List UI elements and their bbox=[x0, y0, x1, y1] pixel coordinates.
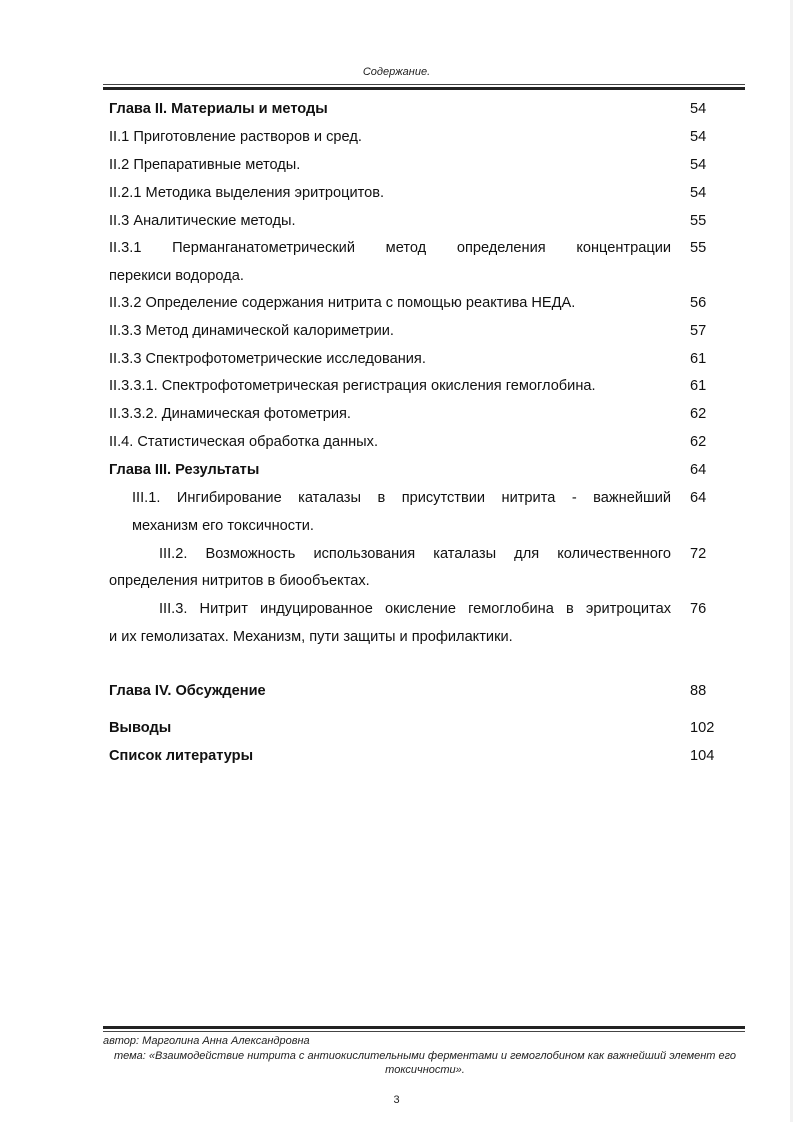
toc-entry-continuation: определения нитритов в биообъектах. bbox=[109, 573, 370, 589]
toc-page: 104 bbox=[690, 748, 715, 764]
header-title: Содержание. bbox=[362, 66, 431, 78]
toc-entry: III.2. Возможность использования каталазы для количественного bbox=[159, 546, 671, 562]
toc-page: 54 bbox=[690, 101, 707, 117]
toc-page: 57 bbox=[690, 323, 707, 339]
toc-page: 54 bbox=[690, 157, 707, 173]
toc-page: 61 bbox=[690, 378, 707, 394]
toc-entry: II.3.1 Перманганатометрический метод определения концентрации bbox=[109, 240, 671, 256]
toc-entry-continuation: и их гемолизатах. Механизм, пути защиты и профилактики. bbox=[109, 629, 513, 645]
toc-page: 54 bbox=[690, 185, 707, 201]
toc-references: Список литературы bbox=[109, 748, 254, 764]
header-rule-thin bbox=[103, 84, 745, 85]
toc-page: 55 bbox=[690, 213, 707, 229]
toc-chapter-4: Глава IV. Обсуждение bbox=[109, 683, 266, 699]
toc-page: 62 bbox=[690, 434, 707, 450]
toc-page: 64 bbox=[690, 490, 707, 506]
toc-page: 88 bbox=[690, 683, 707, 699]
footer-topic: тема: «Взаимодействие нитрита с антиокислительными ферментами и гемоглобином как важнейший элемент его токсичности». bbox=[113, 1050, 737, 1076]
toc-page: 54 bbox=[690, 129, 707, 145]
toc-chapter-3: Глава III. Результаты bbox=[109, 462, 260, 478]
toc-page: 55 bbox=[690, 240, 707, 256]
toc-entry-continuation: перекиси водорода. bbox=[109, 268, 244, 284]
toc-entry: II.3.3.2. Динамическая фотометрия. bbox=[109, 406, 351, 422]
toc-page: 61 bbox=[690, 351, 707, 367]
toc-entry: II.3 Аналитические методы. bbox=[109, 213, 296, 229]
toc-entry: II.1 Приготовление растворов и сред. bbox=[109, 129, 362, 145]
toc-entry: II.3.3.1. Спектрофотометрическая регистрация окисления гемоглобина. bbox=[109, 378, 596, 394]
toc-entry: III.1. Ингибирование каталазы в присутствии нитрита - важнейший bbox=[132, 490, 671, 506]
toc-entry: II.2 Препаративные методы. bbox=[109, 157, 301, 173]
footer-rule-thin bbox=[103, 1031, 745, 1032]
toc-entry: II.3.2 Определение содержания нитрита с помощью реактива НЕДА. bbox=[109, 295, 576, 311]
header-rule bbox=[103, 87, 745, 90]
toc-entry: II.3.3 Спектрофотометрические исследования. bbox=[109, 351, 426, 367]
toc-entry: II.2.1 Методика выделения эритроцитов. bbox=[109, 185, 385, 201]
toc-page: 76 bbox=[690, 601, 707, 617]
toc-page: 56 bbox=[690, 295, 707, 311]
toc-chapter-2: Глава II. Материалы и методы bbox=[109, 101, 328, 117]
toc-conclusions: Выводы bbox=[109, 720, 172, 736]
toc-page: 64 bbox=[690, 462, 707, 478]
toc-entry-continuation: механизм его токсичности. bbox=[132, 518, 314, 534]
toc-page: 62 bbox=[690, 406, 707, 422]
page-number: 3 bbox=[393, 1094, 400, 1106]
footer-author: автор: Марголина Анна Александровна bbox=[103, 1035, 310, 1047]
toc-entry: II.4. Статистическая обработка данных. bbox=[109, 434, 379, 450]
toc-entry: III.3. Нитрит индуцированное окисление гемоглобина в эритроцитах bbox=[159, 601, 671, 617]
toc-entry: II.3.3 Метод динамической калориметрии. bbox=[109, 323, 394, 339]
footer-rule bbox=[103, 1026, 745, 1029]
toc-page: 72 bbox=[690, 546, 707, 562]
toc-page: 102 bbox=[690, 720, 715, 736]
